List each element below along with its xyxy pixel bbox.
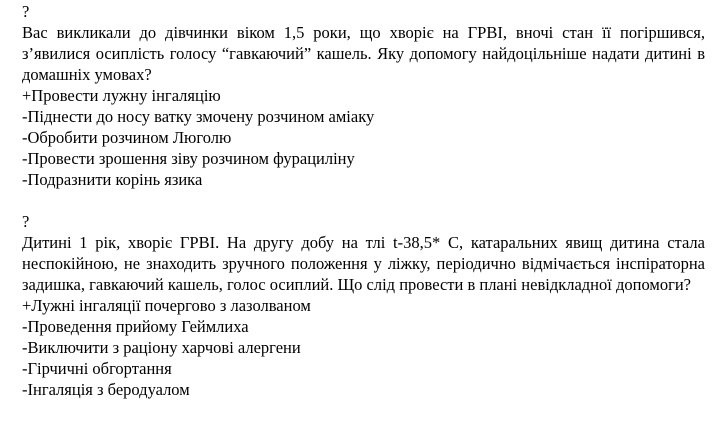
question-stem: Дитині 1 рік, хворіє ГРВІ. На другу добу на тлі t-38,5* С, катаральних явищ дитина стала неспокійною, не знаходить зручного положення у ліжку, періодично відмічається інспіраторна задишка, гавкаючий кашель, голос осиплий. Що слід провести в плані невідкладної допомоги?	[22, 233, 705, 294]
question-stem: Вас викликали до дівчинки віком 1,5 роки, що хворіє на ГРВІ, вночі стан її погіршився, з’явилися осиплість голосу “гавкаючий” кашель. Яку допомогу найдоцільніше надати дитині в домашніх умовах?	[22, 23, 705, 84]
answer-option: +Лужні інгаляції почергово з лазолваном	[22, 296, 311, 315]
answer-option: +Провести лужну інгаляцію	[22, 86, 221, 105]
question-block-2	[22, 211, 705, 400]
answer-option: -Подразнити корінь язика	[22, 170, 203, 189]
answer-option: -Проведення прийому Геймлиха	[22, 317, 249, 336]
answer-option: -Гірчичні обгортання	[22, 359, 172, 378]
question-marker: ?	[22, 212, 30, 231]
answer-option: -Інгаляція з беродуалом	[22, 380, 190, 399]
question-block-1	[22, 1, 705, 190]
answer-option: -Піднести до носу ватку змочену розчином аміаку	[22, 107, 375, 126]
question-marker: ?	[22, 2, 30, 21]
answer-option: -Провести зрошення зіву розчином фурациліну	[22, 149, 355, 168]
answer-option: -Виключити з раціону харчові алергени	[22, 338, 301, 357]
answer-option: -Обробити розчином Люголю	[22, 128, 232, 147]
